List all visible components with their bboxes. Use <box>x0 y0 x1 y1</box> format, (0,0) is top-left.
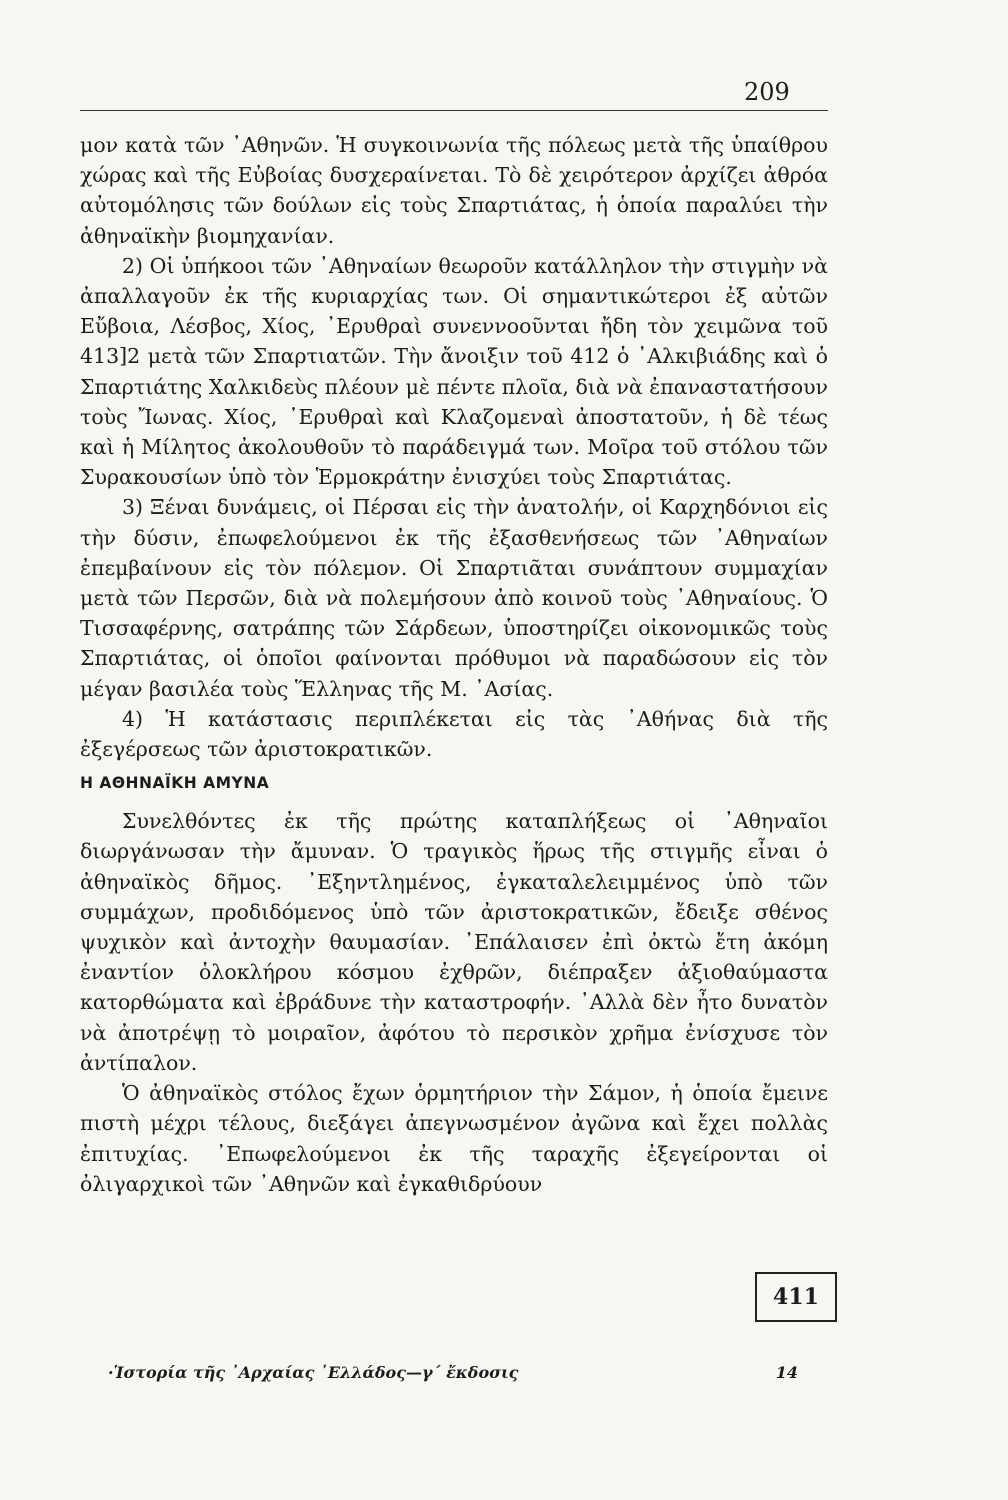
page-box: 411 <box>755 1272 837 1322</box>
section-paragraph-2: Ὁ ἀθηναϊκὸς στόλος ἔχων ὁρμητήριον τὴν Σάμον, ἡ ὁποία ἔμεινε πιστὴ μέχρι τέλους, διεξάγει ἀπεγνωσμένον ἀγῶνα καὶ ἔχει πολλὰς ἐπιτυχίας. ᾿Επωφελούμενοι ἐκ τῆς ταραχῆς ἐξεγείρονται οἱ ὀλιγαρχικοὶ τῶν ᾿Αθηνῶν καὶ ἐγκαθιδρύουν <box>80 1081 828 1196</box>
paragraph-point-2: 2) Οἱ ὑπήκοοι τῶν ᾿Αθηναίων θεωροῦν κατάλληλον τὴν στιγμὴν νὰ ἀπαλλαγοῦν ἐκ τῆς κυριαρχίας των. Οἱ σημαντικώτεροι ἐξ αὐτῶν Εὔβοια, Λέσβος, Χίος, ᾿Ερυθραὶ συνεννοοῦνται ἤδη τὸν χειμῶνα τοῦ 413]2 μετὰ τῶν Σπαρτιατῶν. Τὴν ἄνοιξιν τοῦ 412 ὁ ᾿Αλκιβιάδης καὶ ὁ Σπαρτιάτης Χαλκιδεὺς πλέουν μὲ πέντε πλοῖα, διὰ νὰ ἐπαναστατήσουν τοὺς Ἴωνας. Χίος, ᾿Ερυθραὶ καὶ Κλαζομεναὶ ἀποστατοῦν, ἡ δὲ τέως καὶ ἡ Μίλητος ἀκολουθοῦν τὸ παράδειγμά των. Μοῖρα τοῦ στόλου τῶν Συρακουσίων ὑπὸ τὸν Ἑρμοκράτην ἐνισχύει τοὺς Σπαρτιάτας. <box>80 253 828 490</box>
footer-book-title: ·Ἱστορία τῆς ᾿Αρχαίας ῾Ελλάδος—γ´ ἔκδοσις <box>108 1363 519 1382</box>
section-heading: Η ΑΘΗΝΑΪΚΗ ΑΜΥΝΑ <box>80 774 270 793</box>
paragraph-continued: μον κατὰ τῶν ᾿Αθηνῶν. Ἡ συγκοινωνία τῆς πόλεως μετὰ τῆς ὑπαίθρου χώρας καὶ τῆς Εὐβοίας δυσχεραίνεται. Τὸ δὲ χειρότερον ἀρχίζει ἀθρόα αὐτομόλησις τῶν δούλων εἰς τοὺς Σπαρτιάτας, ἡ ὁποία παραλύει τὴν ἀθηναϊκὴν βιομηχανίαν. <box>80 133 828 248</box>
paragraph-point-3: 3) Ξέναι δυνάμεις, οἱ Πέρσαι εἰς τὴν ἀνατολήν, οἱ Καρχηδόνιοι εἰς τὴν δύσιν, ἐπωφελούμενοι ἐκ τῆς ἐξασθενήσεως τῶν ᾿Αθηναίων ἐπεμβαίνουν εἰς τὸν πόλεμον. Οἱ Σπαρτιᾶται συνάπτουν συμμαχίαν μετὰ τῶν Περσῶν, διὰ νὰ πολεμήσουν ἀπὸ κοινοῦ τοὺς ᾿Αθηναίους. Ὁ Τισσαφέρνης, σατράπης τῶν Σάρδεων, ὑποστηρίζει οἰκονομικῶς τοὺς Σπαρτιάτας, οἱ ὁποῖοι φαίνονται πρόθυμοι νὰ παραδώσουν εἰς τὸν μέγαν βασιλέα τοὺς Ἕλληνας τῆς Μ. ᾿Ασίας. <box>80 495 828 701</box>
footer <box>108 1363 798 1382</box>
footer-signature: 14 <box>775 1363 798 1382</box>
page-number: 209 <box>744 78 790 106</box>
header-rule <box>80 110 828 111</box>
paragraph-point-4: 4) Ἡ κατάστασις περιπλέκεται εἰς τὰς ᾿Αθήνας διὰ τῆς ἐξεγέρσεως τῶν ἀριστοκρατικῶν. <box>80 706 828 762</box>
section-paragraph-1: Συνελθόντες ἐκ τῆς πρώτης καταπλήξεως οἱ ᾿Αθηναῖοι διωργάνωσαν τὴν ἄμυναν. Ὁ τραγικὸς ἥρως τῆς στιγμῆς εἶναι ὁ ἀθηναϊκὸς δῆμος. ᾿Εξηντλημένος, ἐγκαταλελειμμένος ὑπὸ τῶν συμμάχων, προδιδόμενος ὑπὸ τῶν ἀριστοκρατικῶν, ἔδειξε σθένος ψυχικὸν καὶ ἀντοχὴν θαυμασίαν. ᾿Επάλαισεν ἐπὶ ὀκτὼ ἔτη ἀκόμη ἐναντίον ὁλοκλήρου κόσμου ἐχθρῶν, διέπραξεν ἀξιοθαύμαστα κατορθώματα καὶ ἐβράδυνε τὴν καταστροφήν. ᾿Αλλὰ δὲν ἦτο δυνατὸν νὰ ἀποτρέψῃ τὸ μοιραῖον, ἀφότου τὸ περσικὸν χρῆμα ἐνίσχυσε τὸν ἀντίπαλον. <box>80 809 828 1075</box>
body-text <box>80 130 828 1199</box>
